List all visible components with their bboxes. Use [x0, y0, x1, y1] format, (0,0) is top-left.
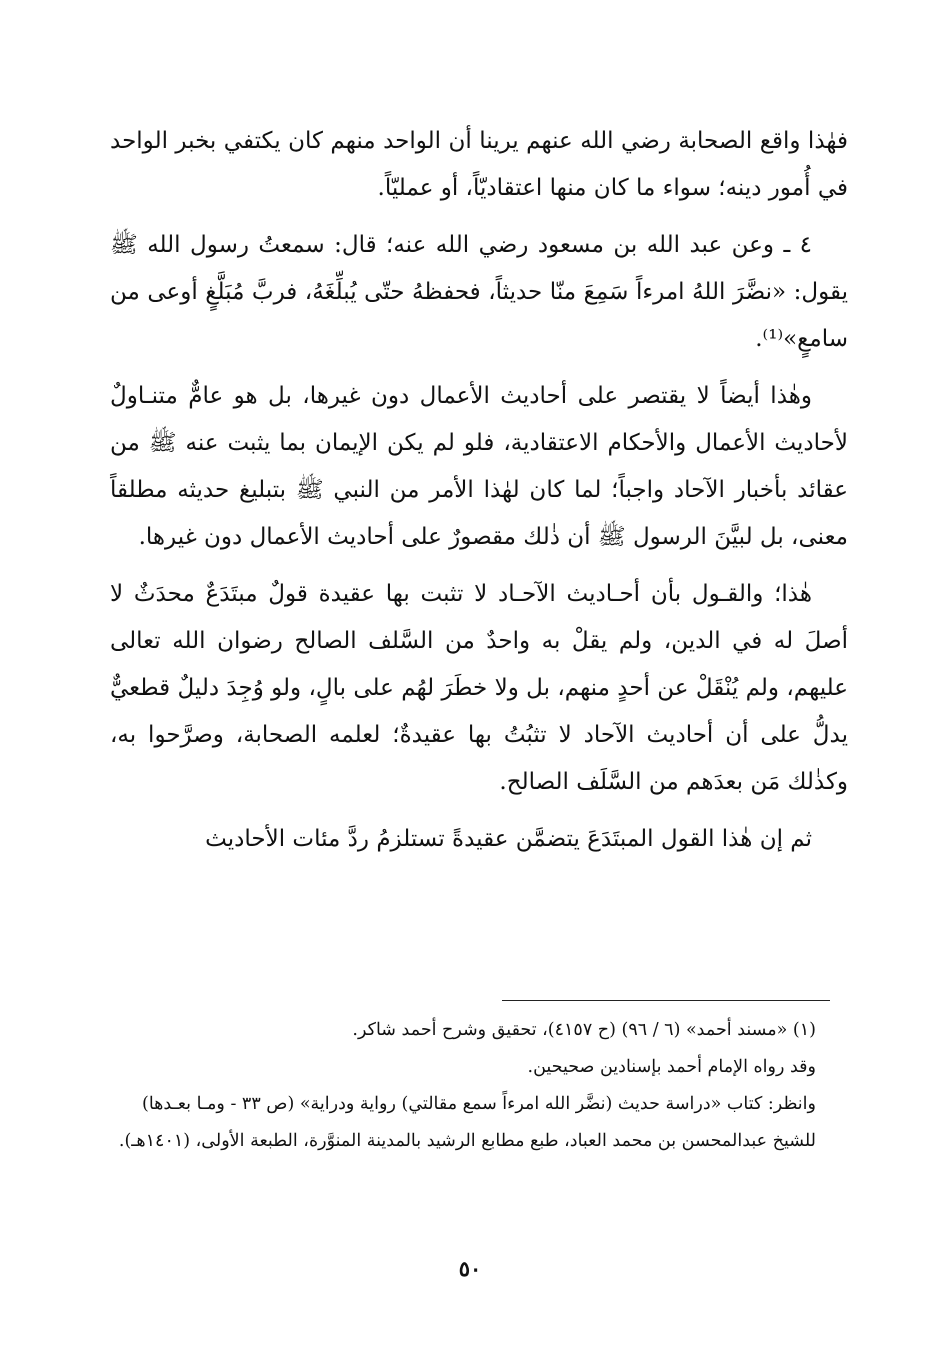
paragraph-2: ٤ ـ وعن عبد الله بن مسعود رضي الله عنه؛ قال: سمعتُ رسول الله ﷺ يقول: «نضَّرَ اللهُ امرءاً سَمِعَ منّا حديثاً، فحفظهُ حتّى يُبلِّغَهُ، فربَّ مُبَلَّغٍ أوعى من سامعٍ»⁽¹⁾.: [110, 232, 848, 352]
paragraph-4: هٰذا؛ والقـول بأن أحـاديث الآحـاد لا تثبت بها عقيدة قولٌ مبتَدَعٌ محدَثٌ لا أصلَ له في الدين، ولم يقلْ به واحدٌ من السَّلف الصالح رضوان الله تعالى عليهم، ولم يُنْقَلْ عن أحدٍ منهم، بل ولا خطَرَ لهُم على بالٍ، ولو وُجِدَ دليلٌ قطعيٌّ يدلُّ على أن أحاديث الآحاد لا تثبُتُ بها عقيدةٌ؛ لعلمه الصحابة، وصرَّحوا به، وكذٰلك مَن بعدَهم من السَّلَف الصالح.: [110, 581, 848, 795]
page-number: ٥٠: [458, 1256, 482, 1281]
paragraph-1: فهٰذا واقع الصحابة رضي الله عنهم يرينا أن الواحد منهم كان يكتفي بخبر الواحد في أُمور دينه؛ سواء ما كان منها اعتقاديّاً، أو عمليّاً.: [110, 128, 848, 201]
footnote-1: (١) «مسند أحمد» (٦ / ٩٦) (ح ٤١٥٧)، تحقيق وشرح أحمد شاكر.: [352, 1020, 816, 1040]
footnote-divider: [502, 1000, 830, 1001]
footnote-reference: وانظر: كتاب «دراسة حديث (نضَّر الله امرءاً سمع مقالتي) رواية ودراية» (ص ٣٣ - ومـا بعـدها) للشيخ عبدالمحسن بن محمد العباد، طبع مطابع الرشيد بالمدينة المنوَّرة، الطبعة الأولى، (١٤٠١هـ).: [118, 1094, 816, 1151]
footnote-note: وقد رواه الإمام أحمد بإسنادين صحيحين.: [527, 1057, 816, 1077]
paragraph-5: ثم إن هٰذا القول المبتَدَعَ يتضمَّن عقيدةً تستلزمُ ردَّ مئات الأحاديث: [205, 826, 812, 852]
footnotes: [110, 1012, 848, 1160]
paragraph-3: وهٰذا أيضاً لا يقتصر على أحاديث الأعمال دون غيرها، بل هو عامٌّ متنـاولٌ لأحاديث الأعمال والأحكام الاعتقادية، فلو لم يكن الإيمان بما يثبت عنه ﷺ من عقائد بأخبار الآحاد واجباً؛ لما كان لهٰذا الأمر من النبي ﷺ بتبليغ حديثه مطلقاً معنى، بل لبيَّنَ الرسول ﷺ أن ذٰلك مقصورٌ على أحاديث الأعمال دون غيرها.: [110, 383, 848, 550]
main-text: [110, 118, 848, 873]
